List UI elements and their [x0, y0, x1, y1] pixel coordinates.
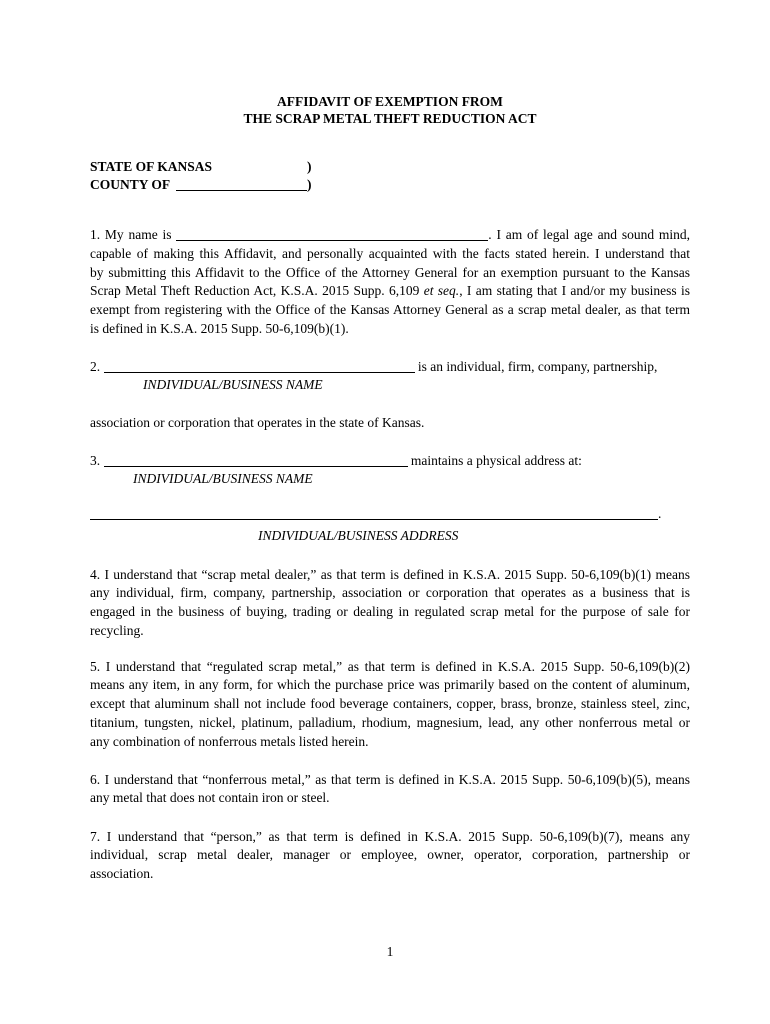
- business-name-blank: [104, 466, 408, 467]
- paragraph-2: [90, 358, 690, 377]
- paragraph-2-line-1: [90, 358, 690, 377]
- et-seq-italic: et seq.: [423, 283, 460, 299]
- paragraph-7: [90, 828, 690, 884]
- venue-county-row: [90, 176, 690, 194]
- paragraph-2-continuation: association or corporation that operates in the state of Kansas.: [90, 414, 425, 430]
- name-blank: [176, 240, 488, 241]
- paragraph-7-line-1: 7. I understand that “person,” as that term is defined in K.S.A. 2015 Supp. 50-6,109(b)(7), means any: [90, 828, 690, 844]
- paragraph-4-line-3: engaged in the business of buying, trading or dealing in regulated scrap metal for the purpose of sale for: [90, 604, 690, 620]
- venue-block: [90, 158, 690, 194]
- paragraph-1-line-2: capable of making this Affidavit, and personally acquainted with the facts stated herein. I understand that: [90, 245, 690, 261]
- paragraph-1-line-4: [90, 282, 690, 301]
- county-blank: [176, 190, 307, 191]
- paragraph-1-line-5: exempt from registering with the Office of the Kansas Attorney General as a scrap metal dealer, as that term: [90, 302, 690, 318]
- paragraph-5-line-1: 5. I understand that “regulated scrap metal,” as that term is defined in K.S.A. 2015 Supp. 50-6,109(b)(2): [90, 658, 690, 674]
- page-number: 1: [386, 943, 394, 959]
- paragraph-1-after-blank: . I am of legal age and sound mind,: [488, 227, 691, 242]
- paragraph-1-line-4-end: , I am stating that I and/or my business is: [459, 283, 691, 299]
- paragraph-5-line-2: means any item, in any form, for which the purchase price was primarily based on the content of aluminum,: [90, 677, 690, 693]
- paragraph-5: [90, 658, 690, 752]
- paragraph-2-after-blank: is an individual, firm, company, partnership,: [417, 358, 658, 374]
- address-line: [90, 505, 690, 524]
- paragraph-6: [90, 771, 690, 809]
- state-label: STATE OF KANSAS: [90, 159, 213, 174]
- paragraph-6-line-1: 6. I understand that “nonferrous metal,” as that term is defined in K.S.A. 2015 Supp. 50-6,109(b)(5), means: [90, 771, 690, 787]
- paragraph-1-line-3: by submitting this Affidavit to the Office of the Attorney General for an exemption pursuant to the Kansas: [90, 264, 690, 280]
- paragraph-3-line-1: [90, 452, 690, 471]
- paragraph-3-number: 3.: [90, 452, 101, 468]
- paragraph-1-line-1: [90, 226, 690, 245]
- title-line-2: THE SCRAP METAL THEFT REDUCTION ACT: [243, 110, 537, 126]
- title-line-1: AFFIDAVIT OF EXEMPTION FROM: [277, 94, 503, 109]
- paragraph-1-line-6: is defined in K.S.A. 2015 Supp. 50-6,109(b)(1).: [90, 320, 349, 336]
- paragraph-2-number: 2.: [90, 358, 101, 374]
- paragraph-7-line-3: association.: [90, 866, 154, 882]
- paragraph-1-lead: 1. My name is: [90, 227, 172, 242]
- paragraph-4: [90, 566, 690, 641]
- business-address-caption: INDIVIDUAL/BUSINESS ADDRESS: [258, 527, 459, 543]
- paragraph-4-line-4: recycling.: [90, 622, 144, 638]
- business-name-caption: INDIVIDUAL/BUSINESS NAME: [133, 470, 313, 486]
- paragraph-4-line-1: 4. I understand that “scrap metal dealer,” as that term is defined in K.S.A. 2015 Supp. 50-6,109(b)(1) means: [90, 566, 690, 582]
- paragraph-2-continuation-block: [90, 414, 690, 433]
- paragraph-1: [90, 226, 690, 339]
- paragraph-1-line-4-start: Scrap Metal Theft Reduction Act, K.S.A. 2015 Supp. 6,109: [90, 283, 420, 299]
- county-label: COUNTY OF: [90, 177, 171, 192]
- address-period: .: [658, 506, 662, 521]
- business-name-caption: INDIVIDUAL/BUSINESS NAME: [143, 376, 323, 392]
- paragraph-3-after-blank: maintains a physical address at:: [410, 452, 582, 468]
- venue-state-row: [90, 158, 690, 176]
- paragraph-5-line-5: any combination of nonferrous metals listed herein.: [90, 733, 369, 749]
- paragraph-5-line-4: titanium, tungsten, nickel, platinum, palladium, rhodium, magnesium, lead, any other nonferrous metal or: [90, 714, 690, 730]
- business-name-blank: [104, 372, 415, 373]
- address-row: [90, 505, 690, 524]
- business-address-blank: [90, 519, 658, 520]
- county-bracket: ): [307, 177, 312, 192]
- document-title: [90, 94, 690, 127]
- paragraph-5-line-3: except that aluminum shall not include food beverage containers, copper, brass, bronze, stainless steel, zinc,: [90, 696, 690, 712]
- paragraph-4-line-2: any individual, firm, company, partnership, association or corporation that operates as a business that is: [90, 585, 690, 601]
- paragraph-7-line-2: individual, scrap metal dealer, manager or employee, owner, operator, corporation, partnership or: [90, 847, 690, 863]
- state-bracket: ): [307, 159, 312, 174]
- paragraph-3: [90, 452, 690, 471]
- paragraph-6-line-2: any metal that does not contain iron or steel.: [90, 790, 330, 806]
